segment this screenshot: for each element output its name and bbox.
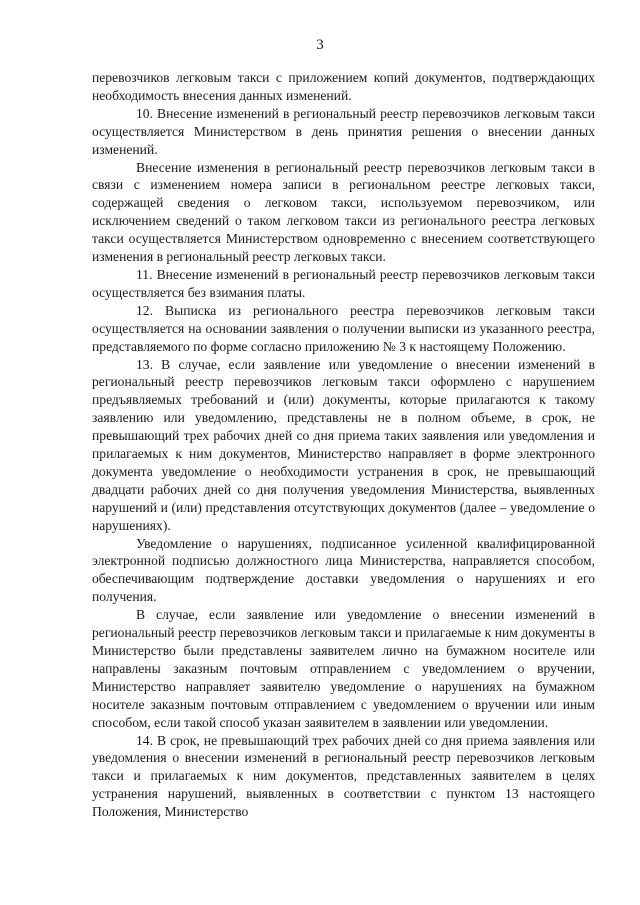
paragraph-registry-change: Внесение изменения в региональный реестр перевозчиков легковым такси в связи с изменением номера записи в региональном реестре легковых такси, содержащей сведения о легковом такси, используемом перевозчиком, или исключением сведений о таком легковом такси из регионального реестра легковых такси осуществляется Министерством одновременно с внесением соответствующего изменения в региональный реестр легковых такси. <box>92 159 595 265</box>
paragraph-item-14: 14. В срок, не превышающий трех рабочих дней со дня приема заявления или уведомления о внесении изменений в региональный реестр перевозчиков легковым такси и прилагаемых к ним документов, представленных заявителем в целях устранения нарушений, выявленных в соответствии с пунктом 13 настоящего Положения, Министерство <box>92 732 595 820</box>
paragraph-violation-notice: Уведомление о нарушениях, подписанное усиленной квалифицированной электронной подписью должностного лица Министерства, направляется способом, обеспечивающим подтверждение доставки уведомления о нарушениях и его получения. <box>92 535 595 605</box>
page-number: 3 <box>316 37 324 53</box>
paragraph-paper-submission: В случае, если заявление или уведомление о внесении изменений в региональный реестр перевозчиков легковым такси и прилагаемые к ним документы в Министерство были представлены заявителем лично на бумажном носителе или направлены заказным почтовым отправлением с уведомлением о вручении, Министерство направляет заявителю уведомление о нарушениях на бумажном носителе заказным почтовым отправлением с уведомлением о вручении или иным способом, если такой способ указан заявителем в заявлении или уведомлении. <box>92 607 595 730</box>
paragraph-item-10: 10. Внесение изменений в региональный реестр перевозчиков легковым такси осуществляется Министерством в день принятия решения о внесении данных изменений. <box>92 105 595 157</box>
paragraph-item-12: 12. Выписка из регионального реестра перевозчиков легковым такси осуществляется на основании заявления о получении выписки из указанного реестра, представляемого по форме согласно приложению № 3 к настоящему Положению. <box>92 302 595 354</box>
paragraph-item-13: 13. В случае, если заявление или уведомление о внесении изменений в региональный реестр перевозчиков легковым такси оформлено с нарушением предъявляемых требований и (или) документы, которые прилагаются к такому заявлению или уведомлению, представлены не в полном объеме, в срок, не превышающий трех рабочих дней со дня приема таких заявления или уведомления и прилагаемых к ним документов, Министерство направляет в форме электронного документа уведомление о необходимости устранения в срок, не превышающий двадцати рабочих дней со дня получения уведомления Министерства, выявленных нарушений и (или) представления отсутствующих документов (далее – уведомление о нарушениях). <box>92 356 595 533</box>
document-body <box>92 69 595 821</box>
paragraph-continuation: перевозчиков легковым такси с приложением копий документов, подтверждающих необходимость внесения данных изменений. <box>92 70 595 103</box>
paragraph-item-11: 11. Внесение изменений в региональный реестр перевозчиков легковым такси осуществляется без взимания платы. <box>92 266 595 300</box>
